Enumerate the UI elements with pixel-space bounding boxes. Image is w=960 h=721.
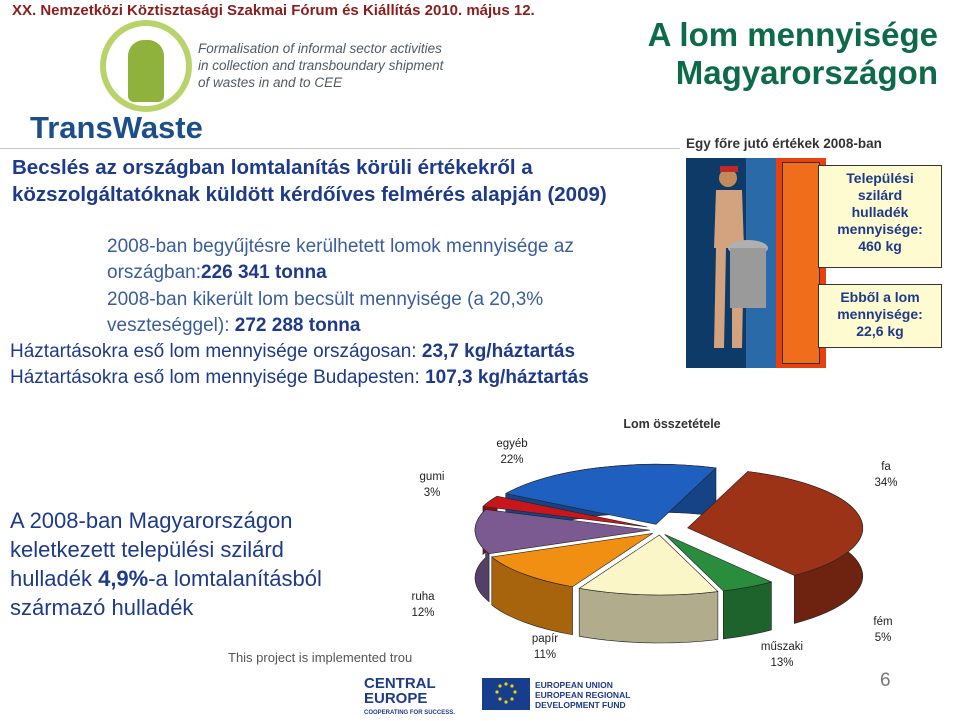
pie-slice-side-1	[723, 582, 771, 639]
pie-label-műszaki: műszaki	[760, 641, 804, 653]
slide-title: A lom mennyisége Magyarországon	[647, 16, 938, 91]
conference-title: XX. Nemzetközi Köztisztasági Szakmai Fórum és Kiállítás 2010. május 12.	[12, 2, 535, 19]
brand-name: TransWaste	[30, 110, 203, 145]
pie-value-fa: 34%	[874, 477, 898, 489]
pie-label-egyéb: egyéb	[496, 438, 528, 450]
collected-bulky-line: 2008-ban begyűjtésre kerülhetett lomok mennyisége az	[107, 236, 574, 257]
person-figure-icon	[128, 40, 164, 102]
waste-worker-photo	[686, 158, 776, 368]
section-heading: Becslés az országban lomtalanítás körüli értékekről a közszolgáltatóknak küldött kérdőíves felmérés alapján (2009)	[12, 156, 607, 206]
project-subtitle: Formalisation of informal sector activities in collection and transboundary shipment of wastes in and to CEE	[198, 41, 444, 90]
composition-chart	[390, 410, 960, 670]
pie-label-fa: fa	[881, 461, 891, 473]
pie-label-fém: fém	[873, 616, 893, 628]
summary-text: A 2008-ban Magyarországon keletkezett települési szilárd hulladék 4,9%-a lomtalanításból származó hulladék	[10, 508, 322, 620]
pie-label-ruha: ruha	[411, 591, 435, 603]
central-europe-logo: CENTRAL EUROPE COOPERATING FOR SUCCESS.	[364, 675, 455, 716]
per-capita-bar-inner	[782, 162, 820, 364]
per-capita-title: Egy főre jutó értékek 2008-ban	[686, 136, 882, 151]
municipal-waste-callout: Települési szilárd hulladék mennyisége: 460 kg	[818, 165, 942, 268]
household-national-line: Háztartásokra eső lom mennyisége országosan: 23,7 kg/háztartás	[10, 341, 576, 362]
pie-value-egyéb: 22%	[500, 454, 524, 466]
eu-flag-icon	[482, 678, 530, 710]
pie-value-gumi: 3%	[423, 487, 441, 499]
bulky-waste-callout: Ebből a lom mennyisége: 22,6 kg	[818, 284, 942, 348]
pie-chart-svg	[390, 410, 960, 670]
estimated-bulky-line: 2008-ban kikerült lom becsült mennyisége (a 20,3%	[107, 289, 544, 310]
pie-value-fém: 5%	[874, 632, 892, 644]
estimated-bulky-value-line: veszteséggel): 272 288 tonna	[107, 315, 361, 336]
project-footer: This project is implemented trou	[228, 650, 413, 665]
eu-fund-text: EUROPEAN UNION EUROPEAN REGIONAL DEVELOPMENT FUND	[535, 680, 631, 710]
pie-value-műszaki: 13%	[770, 657, 794, 669]
page-number: 6	[880, 670, 891, 691]
collected-bulky-value-line: országban:226 341 tonna	[107, 262, 327, 283]
pie-value-papír: 11%	[533, 649, 557, 661]
household-budapest-line: Háztartásokra eső lom mennyisége Budapesten: 107,3 kg/háztartás	[10, 367, 589, 388]
pie-slice-side-2	[579, 588, 718, 643]
chart-title: Lom összetétele	[623, 417, 721, 431]
pie-label-papír: papír	[531, 633, 559, 645]
divider	[0, 148, 680, 149]
pie-label-gumi: gumi	[419, 471, 445, 483]
pie-value-ruha: 12%	[411, 607, 435, 619]
